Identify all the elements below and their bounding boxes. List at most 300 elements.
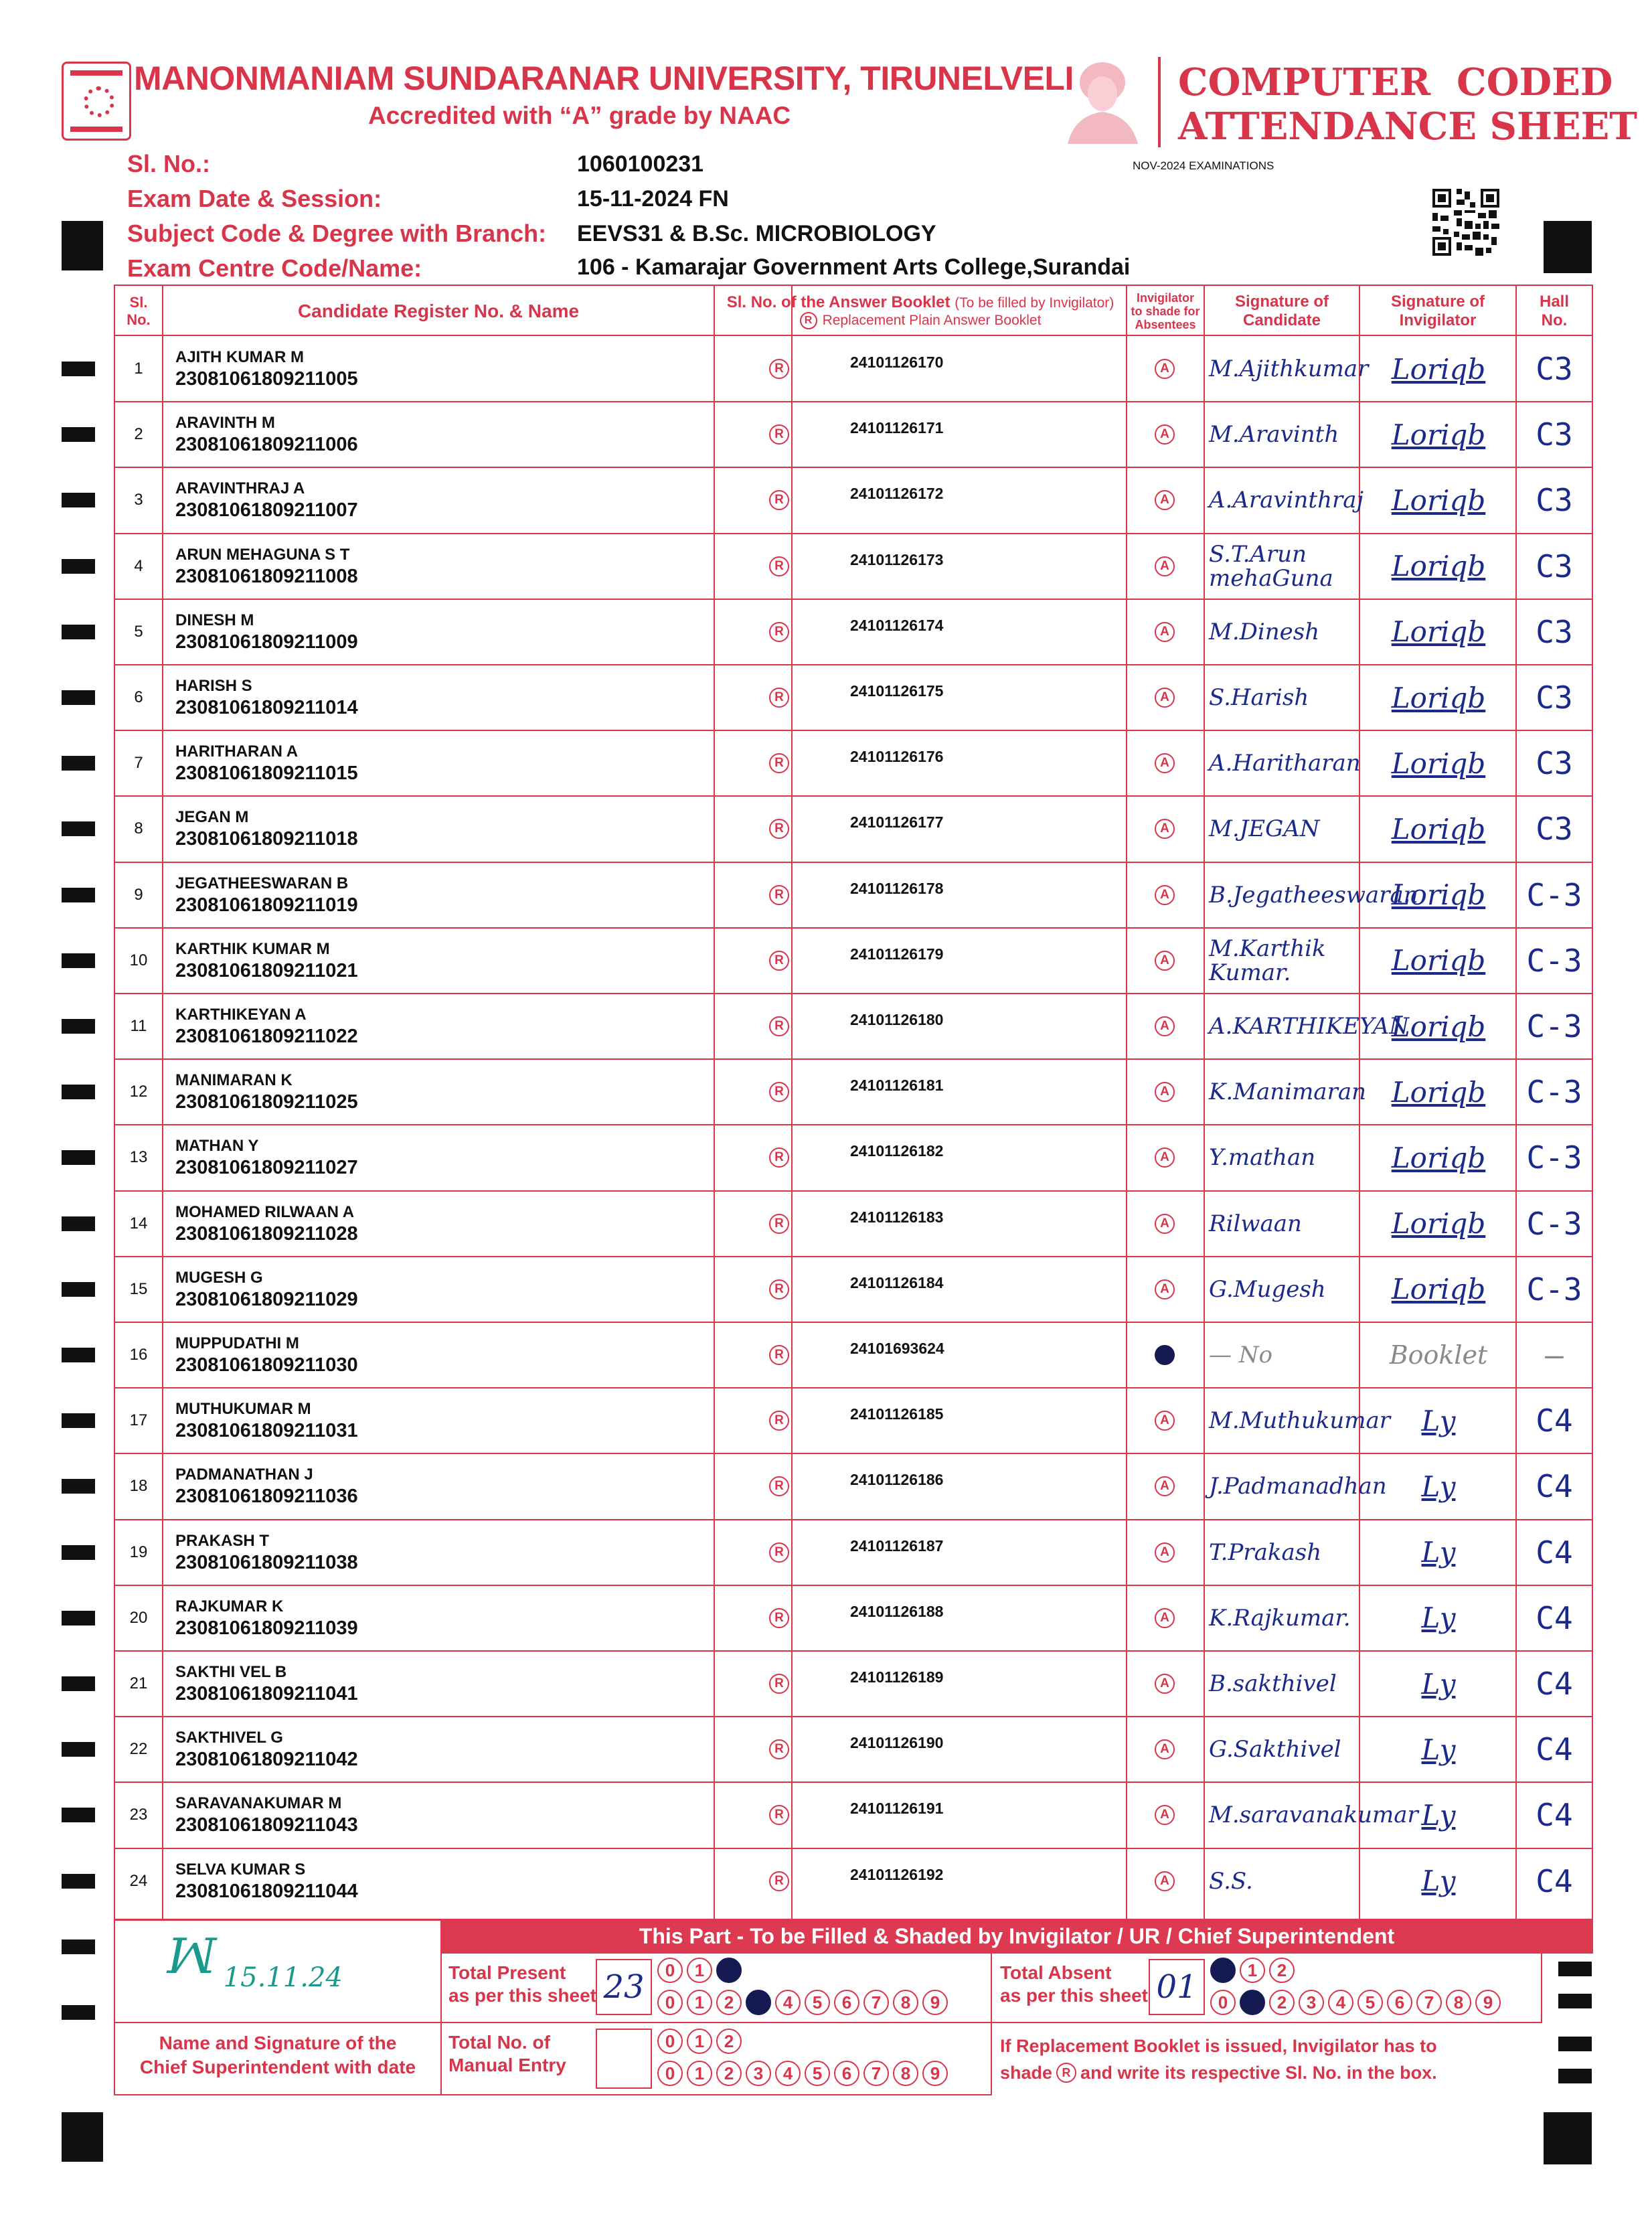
row-slno: 21 <box>129 1674 148 1692</box>
hall-number: C-3 <box>1526 1139 1582 1176</box>
absent-bubble[interactable]: A <box>1126 1651 1204 1717</box>
digit-bubble[interactable]: 0 <box>657 2029 683 2054</box>
row-slno: 19 <box>129 1542 148 1561</box>
replacement-bubble[interactable]: R <box>740 1782 818 1848</box>
candidate-cell <box>175 1453 811 1519</box>
digit-bubble[interactable]: 9 <box>922 1990 948 2015</box>
row-slno: 4 <box>134 556 143 575</box>
absent-bubble[interactable]: A <box>1126 1191 1204 1257</box>
absent-bubble[interactable]: A <box>1126 1125 1204 1190</box>
candidate-signature: G.Sakthivel <box>1209 1736 1341 1763</box>
digit-bubble[interactable]: 1 <box>687 2029 712 2054</box>
booklet-number: 24101126174 <box>850 616 944 634</box>
candidate-signature: M.Karthik Kumar. <box>1209 935 1326 986</box>
timing-mark <box>62 362 95 376</box>
candidate-cell <box>175 928 811 994</box>
digit-bubble[interactable]: 1 <box>687 2061 712 2086</box>
table-row <box>115 730 1592 796</box>
booklet-number: 24101126191 <box>850 1800 944 1818</box>
timing-mark <box>62 427 95 442</box>
candidate-name: KARTHIKEYAN A <box>175 1006 307 1024</box>
replacement-bubble[interactable]: R <box>740 1848 818 1914</box>
digit-bubble[interactable]: 2 <box>1269 1958 1295 1983</box>
candidate-signature: J.Padmanadhan <box>1209 1473 1387 1500</box>
booklet-number: 24101126179 <box>850 945 944 963</box>
candidate-cell <box>175 1257 811 1322</box>
register-number: 23081061809211039 <box>175 1617 358 1639</box>
absent-bubble[interactable]: A <box>1126 994 1204 1059</box>
booklet-number: 24101126180 <box>850 1011 944 1028</box>
register-number: 23081061809211019 <box>175 894 358 916</box>
digit-bubble[interactable]: 4 <box>775 2061 801 2086</box>
slno-value: 1060100231 <box>577 151 704 177</box>
row-slno: 1 <box>134 360 143 378</box>
timing-mark <box>62 953 95 968</box>
timing-mark <box>62 1545 95 1560</box>
candidate-signature: M.Muthukumar <box>1209 1407 1391 1435</box>
timing-mark <box>1544 2112 1592 2164</box>
digit-bubble[interactable]: 1 <box>687 1958 712 1983</box>
digit-bubble[interactable]: 2 <box>716 1958 742 1983</box>
digit-bubble[interactable]: 0 <box>657 1990 683 2015</box>
booklet-number: 24101126171 <box>850 419 944 437</box>
candidate-signature: K.Rajkumar. <box>1209 1604 1351 1632</box>
register-number: 23081061809211009 <box>175 631 358 653</box>
invigilator-signature: Ly <box>1421 1404 1456 1437</box>
digit-bubble[interactable]: 2 <box>1269 1990 1295 2015</box>
attendance-table <box>114 285 1593 1921</box>
hall-number: C3 <box>1536 680 1573 716</box>
replacement-bubble[interactable]: R <box>740 1520 818 1585</box>
candidate-cell <box>175 730 811 796</box>
timing-mark <box>62 1085 95 1099</box>
digit-bubble[interactable]: 0 <box>1210 1990 1236 2015</box>
replacement-bubble[interactable]: R <box>740 796 818 862</box>
row-slno: 18 <box>129 1477 148 1496</box>
manual-units-bubbles[interactable] <box>657 2061 948 2086</box>
footer-band: This Part - To be Filled & Shaded by Invigilator / UR / Chief Superintendent <box>440 1919 1593 1954</box>
timing-mark <box>62 625 95 639</box>
timing-mark <box>62 1216 95 1231</box>
absent-value[interactable]: 01 <box>1149 1959 1205 2015</box>
register-number: 23081061809211027 <box>175 1157 358 1179</box>
absent-bubble[interactable]: A <box>1126 1322 1204 1388</box>
invigilator-signature: Ly <box>1421 1798 1456 1832</box>
chief-signature: ꟽ $_{15.11.24}$ <box>167 1928 343 1993</box>
candidate-name: HARISH S <box>175 677 252 695</box>
row-slno: 11 <box>130 1017 147 1035</box>
invigilator-signature: Ly <box>1421 1470 1456 1503</box>
digit-bubble[interactable]: 9 <box>1475 1990 1501 2015</box>
absent-bubble[interactable]: A <box>1126 928 1204 994</box>
register-number: 23081061809211025 <box>175 1091 358 1113</box>
hall-number: C4 <box>1536 1797 1573 1834</box>
candidate-signature: A.Aravinthraj <box>1209 487 1364 514</box>
hall-number: C4 <box>1536 1403 1573 1439</box>
candidate-name: MUPPUDATHI M <box>175 1334 299 1352</box>
invigilator-signature: Loriqb <box>1391 1141 1486 1174</box>
candidate-signature: Rilwaan <box>1209 1210 1302 1237</box>
timing-mark <box>1558 2069 1592 2083</box>
timing-mark <box>62 1479 95 1494</box>
present-value[interactable]: 23 <box>596 1959 652 2015</box>
candidate-cell <box>175 1717 811 1782</box>
candidate-cell <box>175 467 811 533</box>
digit-bubble[interactable]: 8 <box>893 1990 918 2015</box>
digit-bubble[interactable]: 2 <box>716 2029 742 2054</box>
register-number: 23081061809211015 <box>175 763 358 785</box>
timing-mark <box>62 888 95 902</box>
absent-bubble[interactable]: A <box>1126 467 1204 533</box>
replacement-bubble[interactable]: R <box>740 1651 818 1717</box>
register-number: 23081061809211038 <box>175 1551 358 1573</box>
digit-bubble[interactable]: 7 <box>1416 1990 1442 2015</box>
timing-mark <box>62 690 95 705</box>
timing-mark <box>62 1676 95 1691</box>
hall-number: C-3 <box>1526 1074 1582 1111</box>
absent-bubble[interactable]: A <box>1126 599 1204 665</box>
booklet-number: 24101126177 <box>850 813 944 831</box>
candidate-name: AJITH KUMAR M <box>175 348 304 366</box>
hall-number: — <box>1545 1337 1564 1373</box>
candidate-cell <box>175 1388 811 1453</box>
header-invigilator-signature: Signature of Invigilator <box>1390 292 1485 329</box>
booklet-number: 24101126187 <box>850 1536 944 1555</box>
digit-bubble[interactable]: 0 <box>657 2061 683 2086</box>
candidate-name: SELVA KUMAR S <box>175 1860 306 1879</box>
timing-mark <box>62 756 95 771</box>
slno-label: Sl. No.: <box>127 150 210 177</box>
invigilator-signature: Ly <box>1421 1667 1456 1700</box>
candidate-name: MUGESH G <box>175 1268 263 1287</box>
timing-mark <box>62 1282 95 1297</box>
digit-bubble[interactable]: 2 <box>716 2061 742 2086</box>
replacement-bubble[interactable]: R <box>740 1125 818 1190</box>
absent-bubble[interactable]: A <box>1126 862 1204 928</box>
digit-bubble[interactable]: 4 <box>775 1990 801 2015</box>
candidate-signature: S.S. <box>1209 1867 1253 1895</box>
row-slno: 2 <box>134 425 143 444</box>
booklet-number: 24101126170 <box>850 353 944 371</box>
register-number: 23081061809211042 <box>175 1749 358 1771</box>
hall-number: C4 <box>1536 1534 1573 1571</box>
booklet-number: 24101126176 <box>850 748 944 766</box>
header-hall: Hall No. <box>1539 292 1569 329</box>
register-number: 23081061809211007 <box>175 499 358 522</box>
subject-value: EEVS31 & B.Sc. MICROBIOLOGY <box>577 221 936 246</box>
absent-bubble[interactable]: A <box>1126 1585 1204 1651</box>
header-booklet: Sl. No. of the Answer Booklet (To be filled by Invigilator) R Replacement Plain Answer Booklet <box>726 293 1114 328</box>
table-row <box>115 336 1592 402</box>
timing-mark <box>1558 1962 1592 1976</box>
candidate-cell <box>175 862 811 928</box>
booklet-number: 24101126189 <box>850 1668 944 1686</box>
replacement-bubble[interactable]: R <box>740 1388 818 1453</box>
hall-number: C3 <box>1536 745 1573 782</box>
timing-mark <box>62 1742 95 1757</box>
booklet-number: 24101126192 <box>850 1865 944 1883</box>
digit-bubble[interactable]: 7 <box>863 1990 889 2015</box>
absent-bubble[interactable]: A <box>1126 1717 1204 1782</box>
row-slno: 16 <box>129 1346 148 1364</box>
candidate-signature: M.saravanakumar <box>1209 1802 1418 1829</box>
candidate-cell <box>175 1520 811 1585</box>
digit-bubble[interactable]: 8 <box>893 2061 918 2086</box>
table-row <box>115 1585 1592 1651</box>
register-number: 23081061809211006 <box>175 434 358 456</box>
invigilator-signature: Loriqb <box>1391 681 1486 714</box>
absent-bubble[interactable]: A <box>1126 1388 1204 1453</box>
candidate-name: PRAKASH T <box>175 1531 270 1550</box>
row-slno: 17 <box>129 1411 148 1430</box>
register-number: 23081061809211041 <box>175 1683 358 1704</box>
candidate-signature: S.Harish <box>1209 684 1309 711</box>
replacement-bubble[interactable]: R <box>740 402 818 467</box>
digit-bubble[interactable]: 1 <box>687 1990 712 2015</box>
digit-bubble[interactable]: 6 <box>1387 1990 1412 2015</box>
timing-mark <box>62 1611 95 1626</box>
invigilator-signature: Loriqb <box>1391 352 1486 386</box>
table-row <box>115 1257 1592 1322</box>
candidate-cell <box>175 1125 811 1190</box>
digit-bubble[interactable]: 9 <box>922 2061 948 2086</box>
table-row <box>115 1322 1592 1388</box>
register-number: 23081061809211008 <box>175 565 358 587</box>
sheet-title: COMPUTER CODED ATTENDANCE SHEET <box>1178 60 1637 149</box>
absent-bubble[interactable]: A <box>1126 665 1204 730</box>
invigilator-signature: Loriqb <box>1391 615 1486 649</box>
candidate-name: MANIMARAN K <box>175 1071 293 1090</box>
absent-bubble[interactable]: A <box>1126 402 1204 467</box>
row-slno: 12 <box>129 1083 148 1101</box>
digit-bubble[interactable]: 2 <box>716 1990 742 2015</box>
digit-bubble[interactable]: 1 <box>1240 1958 1265 1983</box>
row-slno: 15 <box>129 1279 148 1298</box>
timing-mark <box>62 1019 95 1034</box>
replacement-bubble[interactable]: R <box>740 1453 818 1519</box>
booklet-number: 24101126184 <box>850 1273 944 1291</box>
replacement-bubble[interactable]: R <box>740 862 818 928</box>
digit-bubble[interactable]: 3 <box>746 2061 771 2086</box>
present-label: Total Present as per this sheet <box>448 1962 596 2006</box>
absent-bubble[interactable]: A <box>1126 336 1204 402</box>
invigilator-signature: Loriqb <box>1391 878 1486 912</box>
timing-mark <box>62 1808 95 1822</box>
invigilator-signature: Loriqb <box>1391 1207 1486 1241</box>
register-number: 23081061809211028 <box>175 1222 358 1245</box>
timing-mark <box>62 1150 95 1165</box>
examinations-label: NOV-2024 EXAMINATIONS <box>1133 159 1274 172</box>
hall-number: C4 <box>1536 1731 1573 1768</box>
candidate-signature: — No <box>1209 1342 1273 1368</box>
invigilator-signature: Loriqb <box>1391 746 1486 780</box>
row-slno: 14 <box>129 1214 148 1233</box>
row-slno: 8 <box>134 819 143 838</box>
absent-bubble[interactable]: A <box>1126 534 1204 599</box>
candidate-cell <box>175 599 811 665</box>
table-row <box>115 467 1592 533</box>
register-number: 23081061809211043 <box>175 1814 358 1836</box>
manual-value[interactable] <box>596 2029 652 2089</box>
digit-bubble[interactable]: 1 <box>1240 1990 1265 2015</box>
digit-bubble[interactable]: 5 <box>1357 1990 1383 2015</box>
register-number: 23081061809211021 <box>175 959 358 981</box>
replacement-bubble[interactable]: R <box>740 928 818 994</box>
table-row <box>115 994 1592 1059</box>
candidate-signature: M.Ajithkumar <box>1209 355 1369 382</box>
timing-mark <box>62 221 103 270</box>
digit-bubble[interactable]: 6 <box>834 2061 859 2086</box>
replacement-bubble[interactable]: R <box>740 1191 818 1257</box>
register-number: 23081061809211005 <box>175 368 358 390</box>
exam-date-value: 15-11-2024 FN <box>577 186 729 212</box>
candidate-name: JEGATHEESWARAN B <box>175 874 349 892</box>
candidate-cell <box>175 1322 811 1388</box>
replacement-bubble[interactable]: R <box>740 1585 818 1651</box>
replacement-bubble[interactable]: R <box>740 336 818 402</box>
candidate-cell <box>175 1585 811 1651</box>
absent-tens-bubbles[interactable] <box>1210 1958 1295 1983</box>
candidate-name: MUTHUKUMAR M <box>175 1400 311 1419</box>
absent-bubble[interactable]: A <box>1126 1257 1204 1322</box>
present-tens-bubbles[interactable] <box>657 1958 742 1983</box>
replacement-bubble[interactable]: R <box>740 730 818 796</box>
university-name: MANONMANIAM SUNDARANAR UNIVERSITY, TIRUNELVELI <box>134 60 1074 97</box>
replacement-bubble[interactable]: R <box>740 994 818 1059</box>
digit-bubble[interactable]: 0 <box>657 1958 683 1983</box>
invigilator-signature: Loriqb <box>1391 1010 1486 1043</box>
hall-number: C4 <box>1536 1666 1573 1702</box>
manual-tens-bubbles[interactable] <box>657 2029 742 2054</box>
row-slno: 10 <box>129 951 148 969</box>
table-row <box>115 1388 1592 1453</box>
candidate-name: RAJKUMAR K <box>175 1597 284 1615</box>
manual-label: Total No. of Manual Entry <box>448 2032 566 2075</box>
candidate-signature: B.sakthivel <box>1209 1670 1337 1697</box>
timing-mark <box>1544 221 1592 273</box>
candidate-signature: M.JEGAN <box>1209 815 1320 843</box>
digit-bubble[interactable]: 3 <box>1299 1990 1324 2015</box>
present-units-bubbles[interactable] <box>657 1990 948 2015</box>
candidate-name: DINESH M <box>175 611 254 629</box>
booklet-number: 24101126183 <box>850 1208 944 1226</box>
candidate-cell <box>175 994 811 1059</box>
candidate-cell <box>175 336 811 402</box>
replacement-bubble[interactable]: R <box>740 665 818 730</box>
candidate-signature: A.Haritharan <box>1209 750 1361 777</box>
candidate-name: JEGAN M <box>175 808 249 827</box>
replacement-bubble[interactable]: R <box>740 1717 818 1782</box>
table-row <box>115 928 1592 994</box>
digit-bubble[interactable]: 4 <box>1328 1990 1353 2015</box>
row-slno: 7 <box>134 754 143 773</box>
digit-bubble[interactable]: 5 <box>805 1990 830 2015</box>
candidate-cell <box>175 1651 811 1717</box>
accreditation: Accredited with “A” grade by NAAC <box>368 102 791 129</box>
timing-mark <box>62 559 95 574</box>
candidate-signature: B.Jegatheeswaran <box>1209 881 1418 908</box>
digit-bubble[interactable]: 5 <box>805 2061 830 2086</box>
timing-mark <box>1558 2037 1592 2051</box>
invigilator-signature: Ly <box>1421 1536 1456 1569</box>
candidate-cell <box>175 1782 811 1848</box>
candidate-signature: A.KARTHIKEYAN <box>1209 1013 1410 1040</box>
header-slno: Sl. No. <box>127 293 151 328</box>
replacement-note: If Replacement Booklet is issued, Invigilator has to shade R and write its respective Sl. No. in the box. <box>1000 2036 1437 2083</box>
candidate-signature: M.Dinesh <box>1209 618 1320 645</box>
table-row <box>115 862 1592 928</box>
invigilator-signature: Loriqb <box>1391 1273 1486 1306</box>
row-slno: 23 <box>129 1806 148 1824</box>
candidate-name: HARITHARAN A <box>175 742 299 761</box>
digit-bubble[interactable]: 7 <box>863 2061 889 2086</box>
centre-value: 106 - Kamarajar Government Arts College,Surandai <box>577 254 1131 280</box>
hall-number: C-3 <box>1526 942 1582 979</box>
absent-bubble[interactable]: A <box>1126 1059 1204 1125</box>
candidate-cell <box>175 402 811 467</box>
candidate-name: SARAVANAKUMAR M <box>175 1794 342 1813</box>
candidate-cell <box>175 534 811 599</box>
replacement-bubble[interactable]: R <box>740 1257 818 1322</box>
table-row <box>115 402 1592 467</box>
digit-bubble[interactable]: 0 <box>1210 1958 1236 1983</box>
hall-number: C4 <box>1536 1599 1573 1636</box>
absent-bubble[interactable]: A <box>1126 1848 1204 1914</box>
digit-bubble[interactable]: 6 <box>834 1990 859 2015</box>
register-number: 23081061809211022 <box>175 1026 358 1047</box>
absent-bubble[interactable]: A <box>1126 1782 1204 1848</box>
replacement-bubble[interactable]: R <box>740 1059 818 1125</box>
hall-number: C3 <box>1536 482 1573 519</box>
booklet-number: 24101126185 <box>850 1405 944 1423</box>
timing-mark <box>62 1413 95 1428</box>
replacement-bubble[interactable]: R <box>740 599 818 665</box>
table-row <box>115 1782 1592 1848</box>
timing-mark <box>62 821 95 836</box>
booklet-number: 24101126190 <box>850 1734 944 1752</box>
digit-bubble[interactable]: 8 <box>1446 1990 1471 2015</box>
row-slno: 24 <box>129 1871 148 1890</box>
absent-bubble[interactable]: A <box>1126 730 1204 796</box>
register-number: 23081061809211029 <box>175 1288 358 1310</box>
row-slno: 9 <box>134 885 143 904</box>
hall-number: C-3 <box>1526 1271 1582 1307</box>
absent-bubble[interactable]: A <box>1126 1520 1204 1585</box>
absent-label: Total Absent as per this sheet <box>1000 1962 1148 2006</box>
absent-bubble[interactable]: A <box>1126 796 1204 862</box>
candidate-cell <box>175 1059 811 1125</box>
candidate-name: MOHAMED RILWAAN A <box>175 1202 355 1221</box>
hall-number: C3 <box>1536 416 1573 453</box>
digit-bubble[interactable]: 3 <box>746 1990 771 2015</box>
invigilator-signature: Ly <box>1421 1601 1456 1635</box>
table-row <box>115 1191 1592 1257</box>
candidate-name: ARAVINTHRAJ A <box>175 479 305 498</box>
absent-units-bubbles[interactable] <box>1210 1990 1501 2015</box>
absent-bubble[interactable]: A <box>1126 1453 1204 1519</box>
booklet-number: 24101126182 <box>850 1142 944 1160</box>
table-row <box>115 1125 1592 1190</box>
table-row <box>115 1848 1592 1914</box>
row-slno: 22 <box>129 1740 148 1759</box>
table-row <box>115 599 1592 665</box>
hall-number: C3 <box>1536 811 1573 848</box>
replacement-bubble[interactable]: R <box>740 467 818 533</box>
replacement-bubble[interactable]: R <box>740 1322 818 1388</box>
candidate-signature: G.Mugesh <box>1209 1275 1326 1303</box>
candidate-name: ARUN MEHAGUNA S T <box>175 545 350 564</box>
replacement-bubble[interactable]: R <box>740 534 818 599</box>
